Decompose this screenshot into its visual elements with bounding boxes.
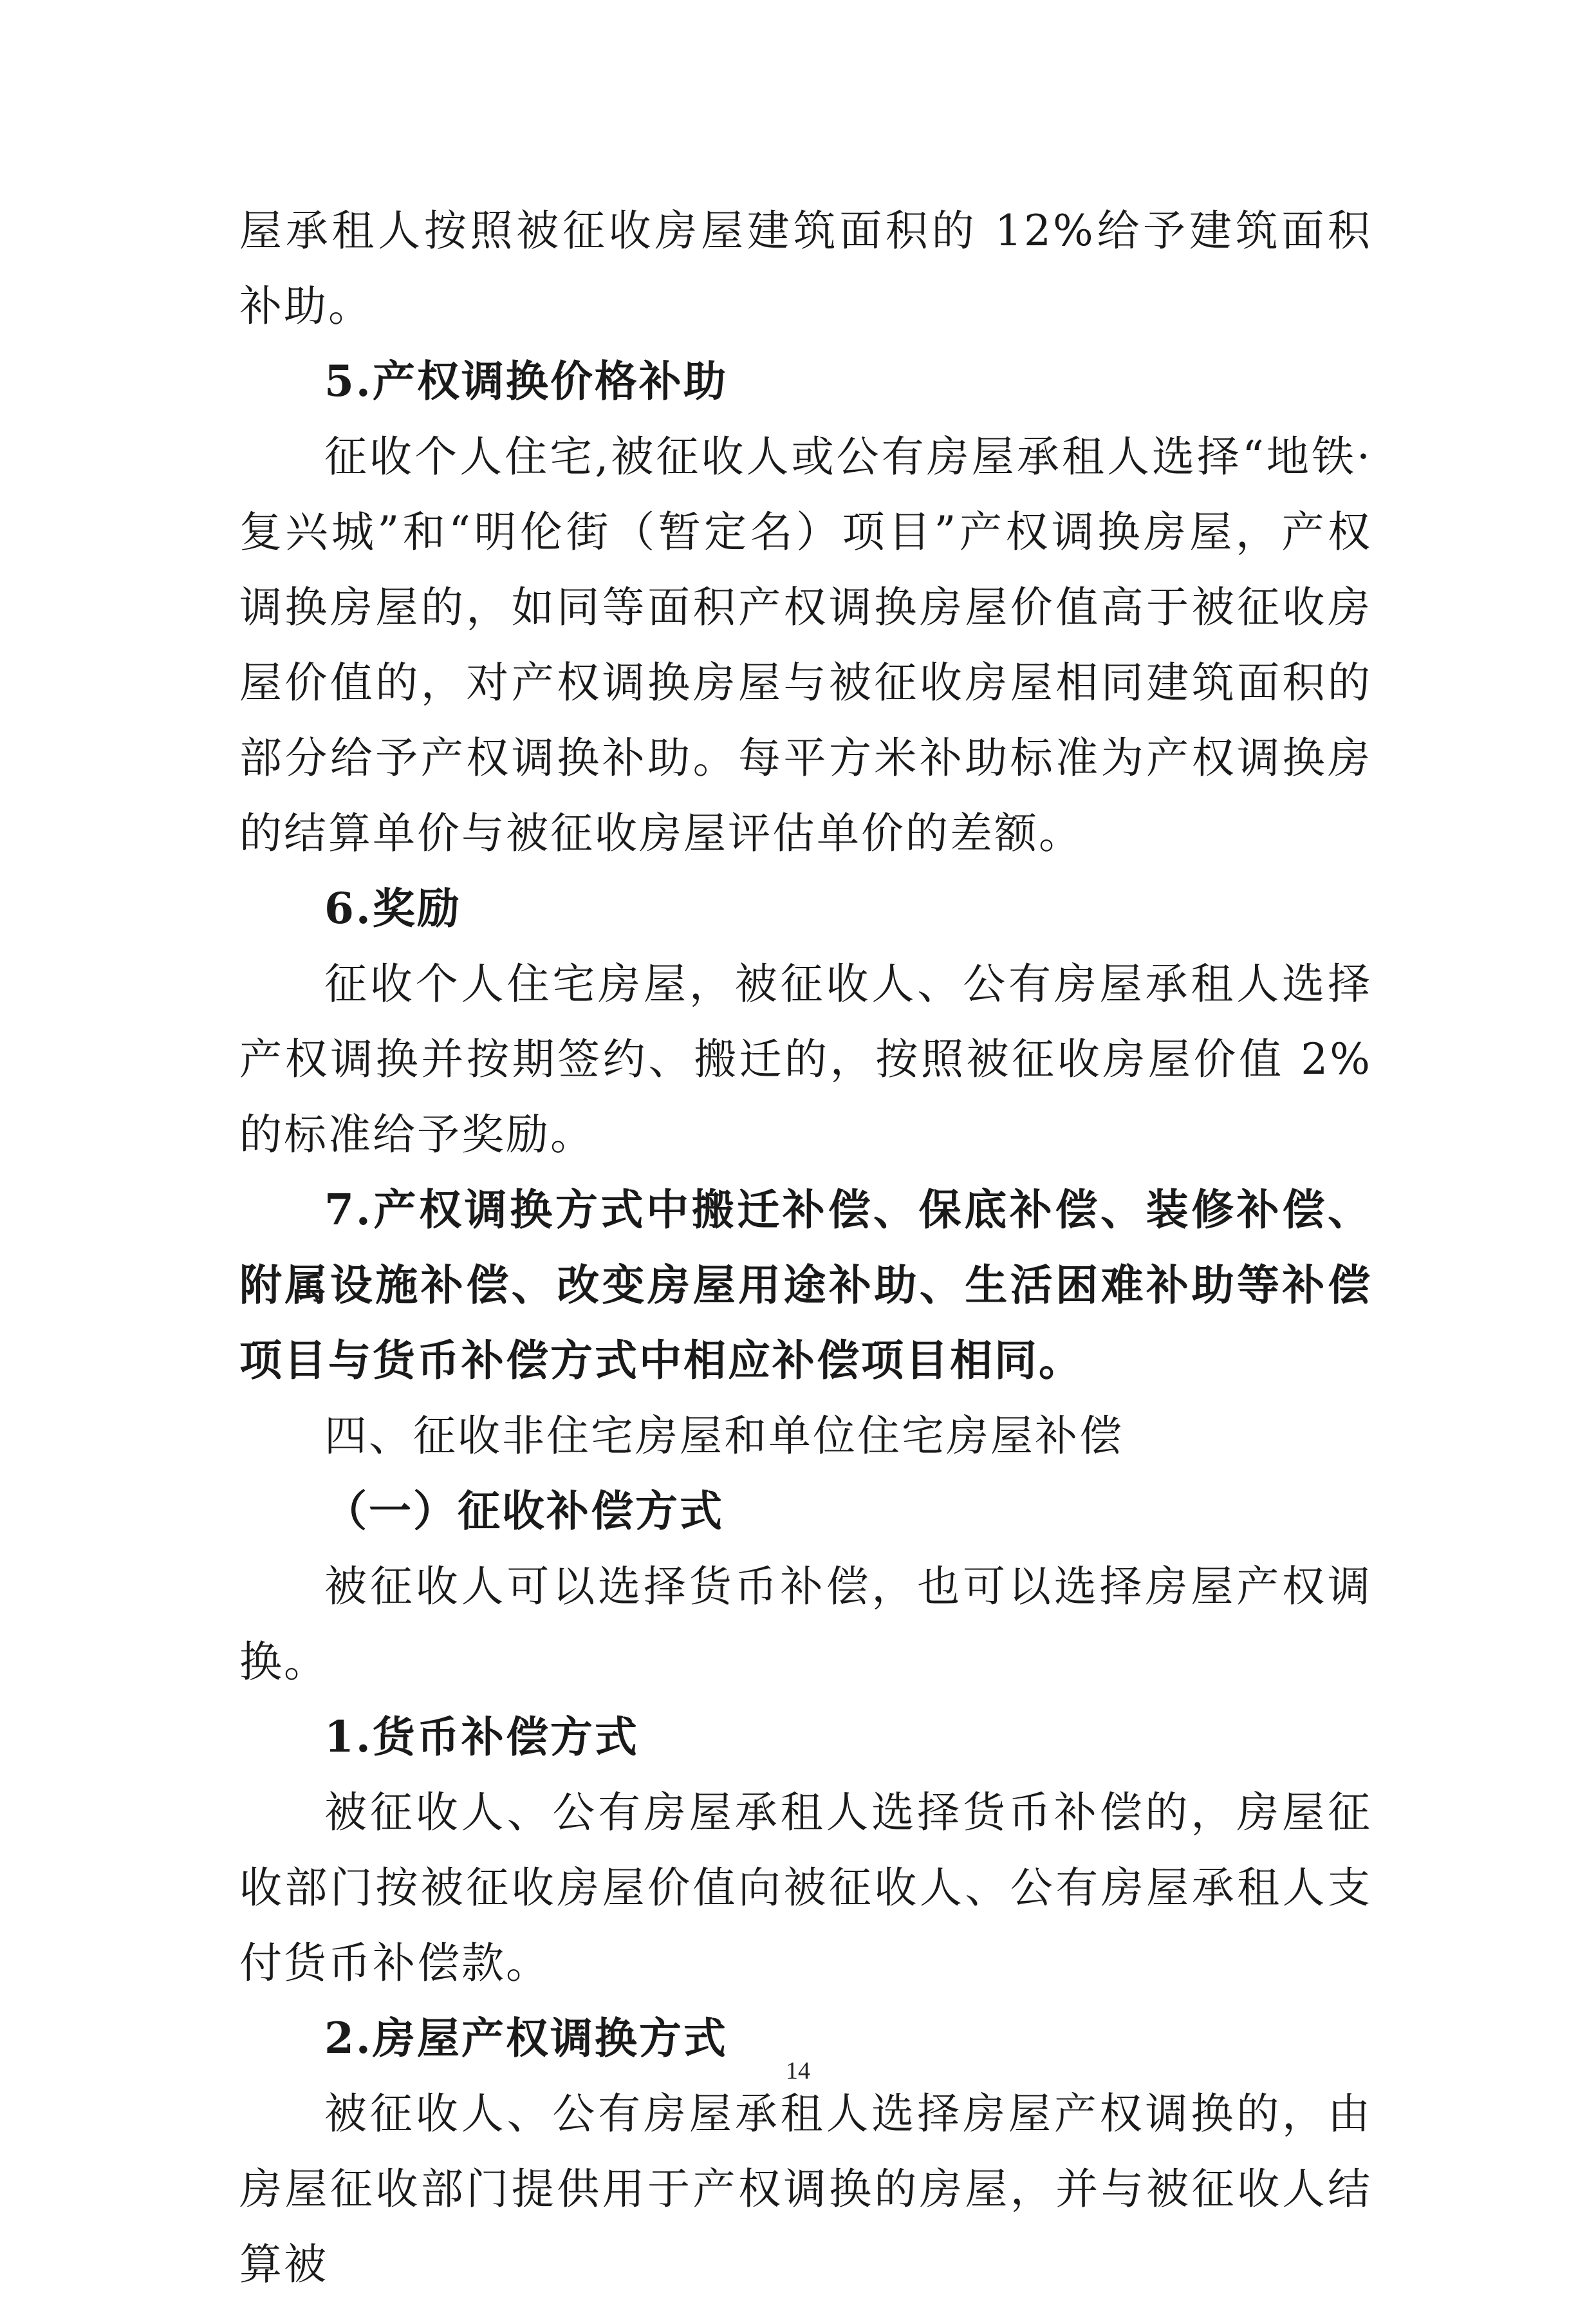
paragraph-compensation-choice: 被征收人可以选择货币补偿，也可以选择房屋产权调换。 [239, 1562, 1372, 1687]
item-heading-property-exchange: 2.房屋产权调换方式 [324, 2013, 728, 2063]
paragraph-property-exchange-subsidy: 征收个人住宅,被征收人或公有房屋承租人选择“地铁·复兴城”和“明伦街（暂定名）项目”产权调换房屋，产权调换房屋的，如同等面积产权调换房屋价值高于被征收房屋价值的，对产权调换房屋与被征收房屋相同建筑面积的部分给予产权调换补助。每平方米补助标准为产权调换房的结算单价与被征收房屋评估单价的差额。 [239, 432, 1372, 858]
paragraph-property-exchange: 被征收人、公有房屋承租人选择房屋产权调换的，由房屋征收部门提供用于产权调换的房屋，并与被征收人结算被 [239, 2089, 1372, 2289]
section-heading-7: 7.产权调换方式中搬迁补偿、保底补偿、装修补偿、附属设施补偿、改变房屋用途补助、生活困难补助等补偿项目与货币补偿方式中相应补偿项目相同。 [239, 1184, 1372, 1385]
section-heading-5: 5.产权调换价格补助 [324, 356, 728, 406]
item-heading-monetary: 1.货币补偿方式 [324, 1712, 639, 1762]
page-number: 14 [786, 2057, 810, 2084]
paragraph-continuation: 屋承租人按照被征收房屋建筑面积的 12%给予建筑面积补助。 [239, 206, 1372, 331]
paragraph-reward: 征收个人住宅房屋，被征收人、公有房屋承租人选择产权调换并按期签约、搬迁的，按照被征收房屋价值 2%的标准给予奖励。 [239, 959, 1372, 1159]
section-heading-6: 6.奖励 [324, 883, 461, 933]
paragraph-monetary-compensation: 被征收人、公有房屋承租人选择货币补偿的，房屋征收部门按被征收房屋价值向被征收人、公有房屋承租人支付货币补偿款。 [239, 1788, 1372, 1988]
document-page [239, 193, 1372, 2302]
chapter-heading-4: 四、征收非住宅房屋和单位住宅房屋补偿 [324, 1411, 1124, 1461]
subsection-heading-1: （一）征收补偿方式 [324, 1486, 724, 1536]
